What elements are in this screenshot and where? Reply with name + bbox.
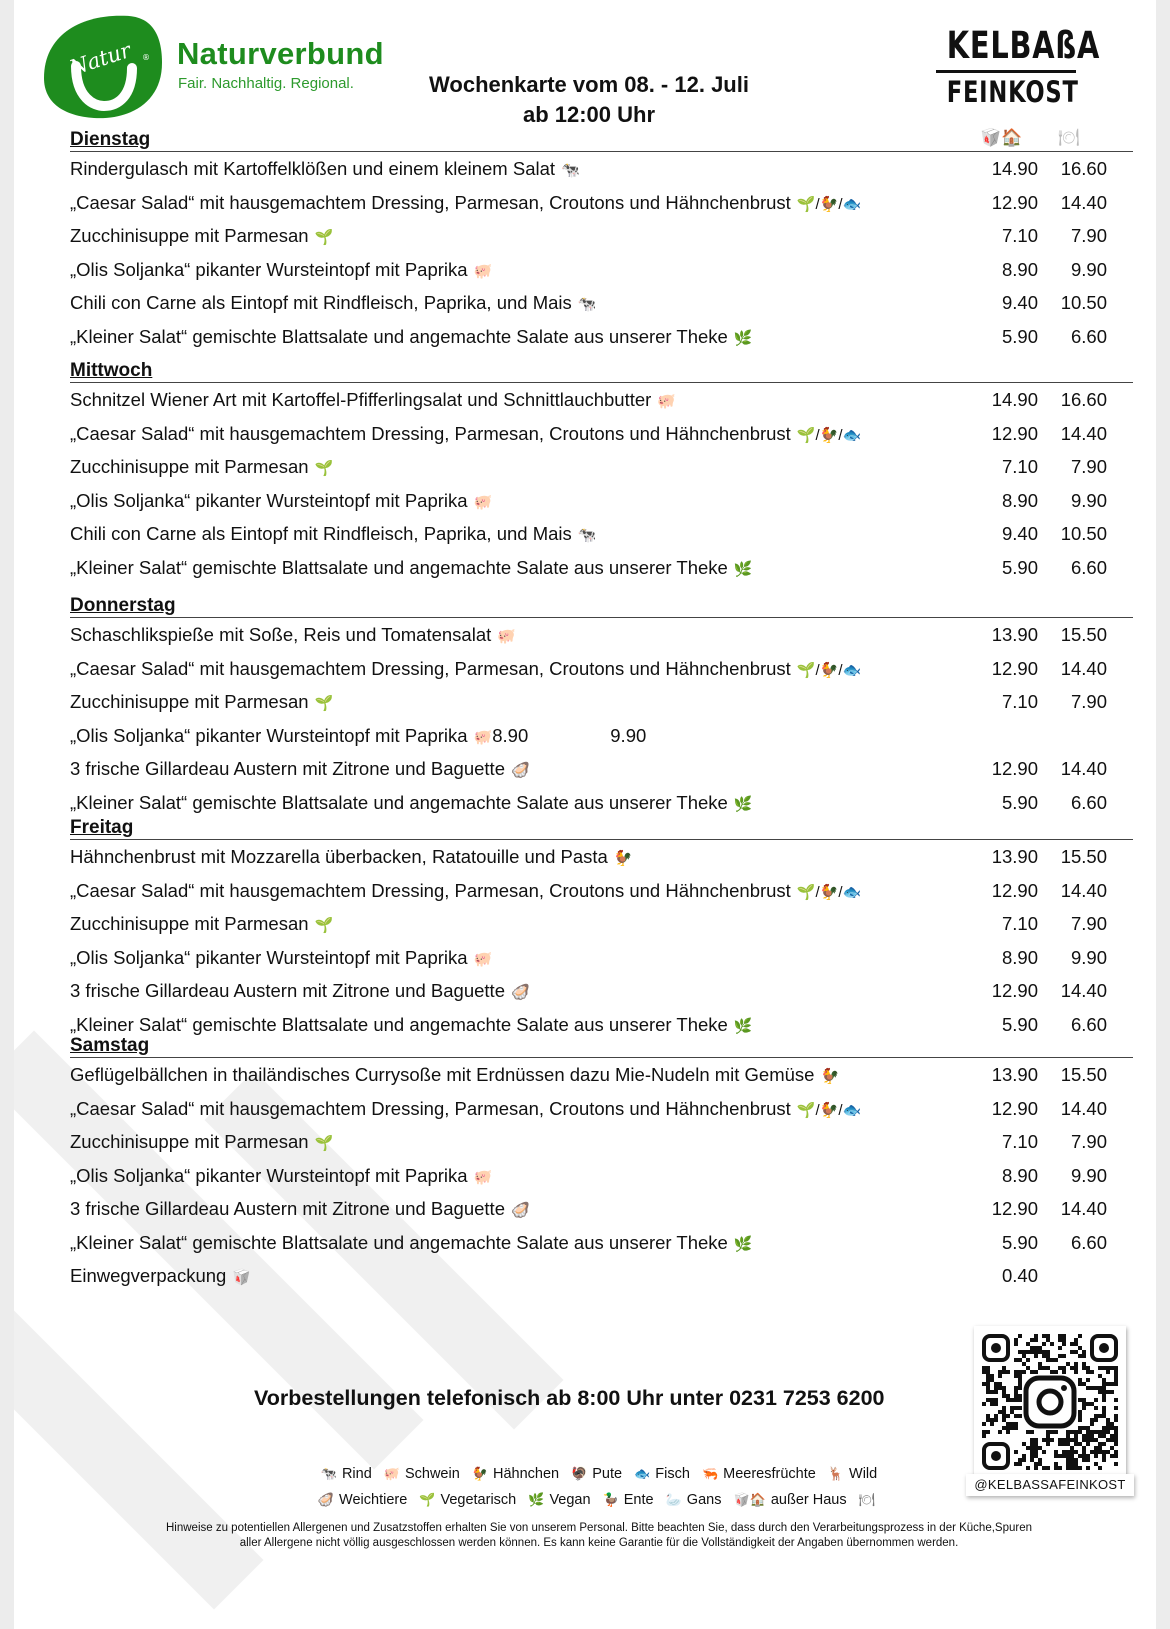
menu-item-row (70, 219, 1133, 253)
price-dine-in: 14.40 (1060, 191, 1107, 213)
menu-item-name: 3 frische Gillardeau Austern mit Zitrone und Baguette (70, 758, 505, 779)
price-takeaway: 13.90 (991, 1064, 1038, 1085)
menu-item-row (70, 652, 1133, 686)
oyster-icon: 🦪 (317, 1492, 335, 1507)
chicken-icon: 🐓 (471, 1466, 488, 1481)
chicken-icon: 🐓 (819, 1101, 839, 1119)
menu-item-name-group (70, 1259, 251, 1295)
menu-item-name: „Caesar Salad“ mit hausgemachtem Dressing, Parmesan, Croutons und Hähnchenbrust (70, 422, 791, 444)
price-takeaway: 0.40 (1001, 1265, 1038, 1286)
legend-label: Pute (592, 1466, 623, 1482)
vegetarian-icon: 🌱 (796, 426, 816, 444)
vegan-icon: 🌿 (733, 1017, 753, 1035)
legend-item (419, 1492, 516, 1508)
preorder-phone: Vorbestellungen telefonisch ab 8:00 Uhr unter 0231 7253 6200 (254, 1386, 885, 1410)
day-section (70, 596, 1133, 819)
menu-item-name-group (70, 941, 492, 977)
menu-item-name: Schaschlikspieße mit Soße, Reis und Tomatensalat (70, 624, 492, 645)
oyster-icon: 🦪 (511, 762, 530, 779)
menu-item-name: 3 frische Gillardeau Austern mit Zitrone und Baguette (70, 980, 505, 1001)
instagram-handle: @KELBASSAFEINKOST (966, 1474, 1134, 1496)
menu-item-row (70, 1192, 1133, 1226)
plate-cutlery-icon: 🍽 (858, 1492, 876, 1507)
menu-item-row (70, 383, 1133, 417)
menu-item-name-group (70, 840, 633, 876)
chicken-icon: 🐓 (820, 1068, 840, 1085)
pork-icon: 🐖 (473, 1168, 493, 1186)
menu-item-name: Schnitzel Wiener Art mit Kartoffel-Pfifferlingsalat und Schnittlauchbutter (70, 389, 652, 410)
legend-item (666, 1492, 722, 1508)
page-title (404, 70, 774, 130)
menu-item-name: „Caesar Salad“ mit hausgemachtem Dressing, Parmesan, Croutons und Hähnchenbrust (70, 191, 791, 213)
price-takeaway: 7.10 (1001, 1131, 1038, 1152)
legend-label: Fisch (655, 1466, 690, 1482)
menu-item-row (70, 719, 1133, 753)
menu-item-name: „Kleiner Salat“ gemischte Blattsalate und angemachte Salate aus unserer Theke (70, 1231, 728, 1253)
legend-item (828, 1466, 877, 1482)
menu-item-name-group (70, 219, 333, 255)
menu-item-row (70, 320, 1133, 354)
menu-item-row (70, 840, 1133, 874)
icon-separator: / (815, 426, 820, 444)
pork-icon: 🐖 (473, 728, 493, 746)
menu-item-name: „Kleiner Salat“ gemischte Blattsalate und angemachte Salate aus unserer Theke (70, 791, 728, 813)
menu-item-row (70, 1159, 1133, 1193)
menu-item-row (70, 1259, 1133, 1293)
legend-label: Ente (623, 1492, 654, 1508)
price-dine-in: 9.90 (1070, 946, 1107, 968)
legend-item (859, 1492, 881, 1508)
vegetarian-icon: 🌱 (314, 917, 334, 934)
notice-line-2: aller Allergene nicht völlig ausgeschlossen werden können. Es kann keine Garantie für die Vollständigkeit der Angaben übernommen werden. (239, 1537, 959, 1549)
price-dine-in: 7.90 (1070, 1131, 1107, 1152)
icon-separator: / (838, 195, 843, 213)
pork-icon: 🐖 (657, 393, 677, 410)
legend-line-1 (74, 1466, 1124, 1482)
menu-item-name: „Olis Soljanka“ pikanter Wursteintopf mit Paprika (70, 489, 468, 511)
price-dine-in: 7.90 (1070, 913, 1107, 934)
deer-icon: 🦌 (827, 1466, 845, 1481)
vegetarian-icon: 🌱 (314, 695, 334, 712)
legend-label: Vegan (549, 1492, 591, 1508)
price-dine-in: 7.90 (1070, 691, 1107, 712)
menu-item-row (70, 253, 1133, 287)
legend-label: Meeresfrüchte (723, 1466, 816, 1482)
price-takeaway: 8.90 (1001, 258, 1038, 280)
price-dine-in: 14.40 (1060, 422, 1107, 444)
chicken-icon: 🐓 (613, 850, 633, 867)
oyster-icon: 🦪 (511, 1202, 530, 1219)
menu-page (14, 0, 1156, 1629)
instagram-icon (1026, 1378, 1074, 1426)
vegetarian-icon: 🌱 (419, 1492, 436, 1507)
menu-item-row (70, 618, 1133, 652)
menu-item-row (70, 786, 1133, 820)
legend-label: Schwein (404, 1466, 460, 1482)
price-takeaway: 12.90 (991, 191, 1038, 213)
price-dine-in: 16.60 (1060, 389, 1107, 410)
price-takeaway: 7.10 (1001, 225, 1038, 246)
price-takeaway: 5.90 (1001, 325, 1038, 347)
menu-item-name: Chili con Carne als Eintopf mit Rindfleisch, Paprika, und Mais (70, 292, 572, 313)
notice-line-1: Hinweise zu potentiellen Allergenen und Zusatzstoffen erhalten Sie von unserem Personal. Bitte beachten Sie, dass durch den Verarbeitungsprozess in der Küche,Spuren (165, 1522, 1033, 1534)
day-section (70, 130, 1133, 353)
legend-label: Gans (686, 1492, 722, 1508)
vegetarian-icon: 🌱 (314, 1135, 334, 1152)
legend-line-2 (74, 1492, 1124, 1508)
price-takeaway: 12.90 (991, 879, 1038, 901)
icon-separator: / (838, 1101, 843, 1119)
pork-icon: 🐖 (383, 1466, 400, 1481)
menu-item-name-group (70, 517, 596, 553)
menu-item-name: Einwegverpackung (70, 1265, 227, 1286)
legend-label: Vegetarisch (440, 1492, 517, 1508)
price-takeaway: 14.90 (991, 389, 1038, 410)
menu-item-name-group (70, 1092, 861, 1128)
vegetarian-icon: 🌱 (796, 195, 816, 213)
menu-item-row (70, 286, 1133, 320)
menu-item-name-group (70, 253, 492, 289)
menu-item-name-group (70, 1058, 839, 1094)
vegetarian-icon: 🌱 (314, 229, 334, 246)
turkey-icon: 🦃 (571, 1466, 588, 1481)
vegetarian-icon: 🌱 (796, 883, 816, 901)
price-dine-in: 10.50 (1060, 523, 1107, 544)
price-dine-in: 6.60 (1070, 1231, 1107, 1253)
oyster-icon: 🦪 (511, 984, 530, 1001)
day-heading: Mittwoch (70, 361, 1133, 383)
menu-item-name: Geflügelbällchen in thailändisches Currysoße mit Erdnüssen dazu Mie-Nudeln mit Gemüse (70, 1064, 815, 1085)
inline-price-takeaway: 8.90 (492, 724, 529, 746)
menu-item-row (70, 685, 1133, 719)
menu-item-name: Zucchinisuppe mit Parmesan (70, 456, 309, 477)
price-dine-in: 6.60 (1070, 556, 1107, 578)
pork-icon: 🐖 (473, 493, 493, 511)
kelbassa-logo-name: KELBAßA (946, 24, 1101, 67)
price-takeaway: 7.10 (1001, 456, 1038, 477)
vegan-icon: 🌿 (528, 1492, 545, 1507)
menu-item-name-group (70, 152, 580, 188)
fish-icon: 🐟 (842, 426, 862, 444)
menu-item-row (70, 752, 1133, 786)
price-takeaway: 5.90 (1001, 1013, 1038, 1035)
vegan-icon: 🌿 (733, 329, 753, 347)
price-dine-in: 9.90 (1070, 489, 1107, 511)
icon-separator: / (815, 883, 820, 901)
menu-item-name-group (70, 974, 530, 1010)
menu-item-name: „Olis Soljanka“ pikanter Wursteintopf mit Paprika (70, 258, 468, 280)
price-dine-in: 14.40 (1060, 758, 1107, 779)
vegan-icon: 🌿 (733, 795, 753, 813)
menu-item-row (70, 551, 1133, 585)
menu-item-name-group (70, 417, 861, 453)
takeaway-box-icon: 🥡 (232, 1269, 252, 1286)
chicken-icon: 🐓 (819, 883, 839, 901)
legend-item (321, 1466, 372, 1482)
price-dine-in: 14.40 (1060, 1198, 1107, 1219)
day-section (70, 818, 1133, 1041)
menu-item-row (70, 450, 1133, 484)
menu-item-row (70, 1226, 1133, 1260)
menu-item-row (70, 941, 1133, 975)
naturverbund-logo-icon (34, 8, 164, 123)
price-dine-in: 7.90 (1070, 456, 1107, 477)
menu-item-name-group (70, 786, 753, 822)
menu-item-name: Chili con Carne als Eintopf mit Rindfleisch, Paprika, und Mais (70, 523, 572, 544)
menu-item-name-group (70, 320, 753, 356)
price-takeaway: 5.90 (1001, 791, 1038, 813)
menu-item-name: „Olis Soljanka“ pikanter Wursteintopf mit Paprika (70, 946, 468, 968)
menu-item-row (70, 186, 1133, 220)
menu-item-row (70, 1125, 1133, 1159)
menu-item-name: Zucchinisuppe mit Parmesan (70, 1131, 309, 1152)
day-heading: Samstag (70, 1036, 1133, 1058)
fish-icon: 🐟 (842, 661, 862, 679)
plate-cutlery-icon: 🍽 (1058, 128, 1080, 147)
icon-separator: / (815, 1101, 820, 1119)
pork-icon: 🐖 (473, 262, 493, 280)
price-dine-in: 14.40 (1060, 879, 1107, 901)
price-dine-in: 14.40 (1060, 980, 1107, 1001)
price-takeaway: 5.90 (1001, 556, 1038, 578)
menu-item-row (70, 484, 1133, 518)
price-takeaway: 13.90 (991, 624, 1038, 645)
menu-item-name-group (70, 652, 861, 688)
legend-item (571, 1466, 622, 1482)
menu-item-name: Zucchinisuppe mit Parmesan (70, 225, 309, 246)
fish-icon: 🐟 (842, 1101, 862, 1119)
vegetarian-icon: 🌱 (796, 661, 816, 679)
menu-item-name-group (70, 618, 516, 654)
menu-item-row (70, 974, 1133, 1008)
price-takeaway: 8.90 (1001, 489, 1038, 511)
price-takeaway: 12.90 (991, 980, 1038, 1001)
vegetarian-icon: 🌱 (796, 1101, 816, 1119)
menu-item-name-group (70, 752, 530, 788)
menu-item-name-group (70, 685, 333, 721)
menu-item-name: „Kleiner Salat“ gemischte Blattsalate und angemachte Salate aus unserer Theke (70, 1013, 728, 1035)
price-takeaway: 13.90 (991, 846, 1038, 867)
menu-item-name-group (70, 286, 596, 322)
vegan-icon: 🌿 (733, 1235, 753, 1253)
legend-item (702, 1466, 816, 1482)
kelbassa-logo-divider (936, 70, 1076, 73)
price-dine-in: 15.50 (1060, 846, 1107, 867)
menu-item-name-group (70, 186, 861, 222)
instagram-qr-code[interactable] (974, 1326, 1126, 1478)
price-takeaway: 12.90 (991, 1198, 1038, 1219)
brand-name: Naturverbund (177, 36, 384, 71)
legend-label: Hähnchen (492, 1466, 560, 1482)
fish-icon: 🐟 (842, 883, 862, 901)
legend-label: Wild (849, 1466, 878, 1482)
duck-icon: 🦆 (602, 1492, 619, 1507)
menu-item-name: Rindergulasch mit Kartoffelklößen und einem kleinem Salat (70, 158, 556, 179)
price-takeaway: 12.90 (991, 422, 1038, 444)
price-takeaway: 9.40 (1001, 523, 1038, 544)
vegan-icon: 🌿 (733, 560, 753, 578)
menu-item-name-group (70, 450, 333, 486)
menu-item-row (70, 417, 1133, 451)
kelbassa-logo-sub: FEINKOST (946, 75, 1079, 109)
fish-icon: 🐟 (634, 1466, 651, 1481)
legend-label: Rind (341, 1466, 372, 1482)
menu-item-name: 3 frische Gillardeau Austern mit Zitrone und Baguette (70, 1198, 505, 1219)
chicken-icon: 🐓 (819, 195, 839, 213)
price-dine-in: 15.50 (1060, 624, 1107, 645)
price-dine-in: 7.90 (1070, 225, 1107, 246)
day-section (70, 1036, 1133, 1293)
icon-separator: / (838, 883, 843, 901)
shrimp-icon: 🦐 (701, 1466, 719, 1481)
icon-separator: / (815, 195, 820, 213)
price-takeaway: 7.10 (1001, 913, 1038, 934)
price-takeaway: 12.90 (991, 758, 1038, 779)
chicken-icon: 🐓 (819, 661, 839, 679)
menu-item-row (70, 907, 1133, 941)
price-takeaway: 12.90 (991, 657, 1038, 679)
takeaway-house-icon: 🥡🏠 (980, 128, 1023, 147)
beef-icon: 🐄 (320, 1466, 337, 1481)
menu-item-row (70, 517, 1133, 551)
menu-item-name-group (70, 1159, 492, 1195)
menu-item-name-group (70, 907, 333, 943)
menu-item-name-group (70, 1125, 333, 1161)
menu-item-name: „Olis Soljanka“ pikanter Wursteintopf mit Paprika (70, 724, 468, 746)
legend-item (318, 1492, 407, 1508)
title-line-1: Wochenkarte vom 08. - 12. Juli (429, 72, 749, 97)
beef-icon: 🐄 (561, 162, 580, 179)
menu-item-name: „Olis Soljanka“ pikanter Wursteintopf mit Paprika (70, 1164, 468, 1186)
menu-item-name: „Caesar Salad“ mit hausgemachtem Dressing, Parmesan, Croutons und Hähnchenbrust (70, 1097, 791, 1119)
vegetarian-icon: 🌱 (314, 460, 334, 477)
price-takeaway: 7.10 (1001, 691, 1038, 712)
day-heading: Dienstag (70, 130, 1133, 152)
logo-text: Natur (66, 38, 134, 81)
price-takeaway: 5.90 (1001, 1231, 1038, 1253)
brand-tagline: Fair. Nachhaltig. Regional. (178, 75, 354, 92)
icon-separator: / (838, 661, 843, 679)
price-takeaway: 14.90 (991, 158, 1038, 179)
legend-item (634, 1466, 690, 1482)
menu-item-row (70, 1058, 1133, 1092)
price-takeaway: 8.90 (1001, 1164, 1038, 1186)
icon-separator: / (838, 426, 843, 444)
price-takeaway: 8.90 (1001, 946, 1038, 968)
menu-item-name: „Kleiner Salat“ gemischte Blattsalate und angemachte Salate aus unserer Theke (70, 325, 728, 347)
beef-icon: 🐄 (577, 296, 597, 313)
menu-item-name: „Caesar Salad“ mit hausgemachtem Dressing, Parmesan, Croutons und Hähnchenbrust (70, 879, 791, 901)
price-dine-in: 14.40 (1060, 657, 1107, 679)
inline-price-dine: 9.90 (610, 724, 647, 746)
price-dine-in: 15.50 (1060, 1064, 1107, 1085)
menu-item-name-group (70, 1226, 753, 1262)
legend-item (603, 1492, 654, 1508)
svg-text:®: ® (142, 53, 150, 62)
pork-icon: 🐖 (473, 950, 493, 968)
price-takeaway: 9.40 (1001, 292, 1038, 313)
menu-item-name-group (70, 484, 492, 520)
menu-item-name-group (70, 383, 676, 419)
day-heading: Donnerstag (70, 596, 1133, 618)
day-section (70, 361, 1133, 584)
price-dine-in: 9.90 (1070, 258, 1107, 280)
menu-item-name-group (70, 874, 861, 910)
takeaway-house-icon: 🥡🏠 (733, 1492, 766, 1507)
legend-item (384, 1466, 460, 1482)
menu-item-row (70, 152, 1133, 186)
price-takeaway: 12.90 (991, 1097, 1038, 1119)
menu-item-name-group (70, 719, 646, 755)
pork-icon: 🐖 (497, 628, 516, 645)
price-dine-in: 14.40 (1060, 1097, 1107, 1119)
menu-item-name: „Caesar Salad“ mit hausgemachtem Dressing, Parmesan, Croutons und Hähnchenbrust (70, 657, 791, 679)
price-dine-in: 6.60 (1070, 1013, 1107, 1035)
menu-item-name: Hähnchenbrust mit Mozzarella überbacken, Ratatouille und Pasta (70, 846, 608, 867)
price-dine-in: 9.90 (1070, 1164, 1107, 1186)
day-heading: Freitag (70, 818, 1133, 840)
menu-item-name: Zucchinisuppe mit Parmesan (70, 913, 309, 934)
goose-icon: 🦢 (665, 1492, 682, 1507)
menu-item-row (70, 874, 1133, 908)
legend-item (528, 1492, 590, 1508)
legend-label: Weichtiere (339, 1492, 408, 1508)
legend-label: außer Haus (770, 1492, 847, 1508)
icon-separator: / (815, 661, 820, 679)
menu-item-name-group (70, 1192, 530, 1228)
chicken-icon: 🐓 (819, 426, 839, 444)
menu-item-name: „Kleiner Salat“ gemischte Blattsalate und angemachte Salate aus unserer Theke (70, 556, 728, 578)
beef-icon: 🐄 (577, 527, 597, 544)
title-line-2: ab 12:00 Uhr (522, 102, 656, 127)
menu-item-row (70, 1092, 1133, 1126)
menu-item-name-group (70, 551, 753, 587)
fish-icon: 🐟 (842, 195, 862, 213)
legend-item (472, 1466, 559, 1482)
price-dine-in: 10.50 (1060, 292, 1107, 313)
legend-item (733, 1492, 846, 1508)
price-dine-in: 16.60 (1060, 158, 1107, 179)
price-dine-in: 6.60 (1070, 791, 1107, 813)
menu-item-name: Zucchinisuppe mit Parmesan (70, 691, 309, 712)
kelbassa-logo (930, 24, 1101, 109)
allergen-notice (74, 1521, 1124, 1551)
price-dine-in: 6.60 (1070, 325, 1107, 347)
